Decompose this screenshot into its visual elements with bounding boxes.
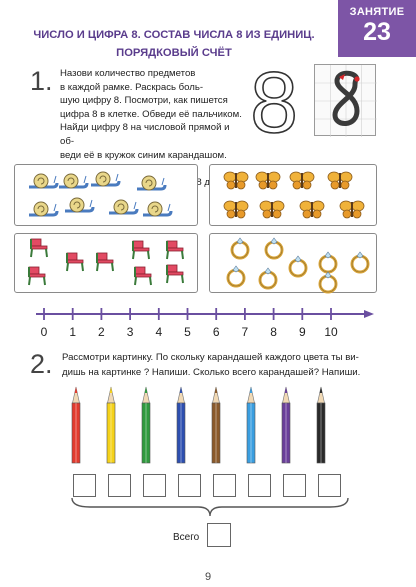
rings-picture [210, 234, 378, 294]
frame-butterflies [209, 164, 377, 226]
task-2-number: 2. [30, 349, 53, 379]
snail-icon [29, 174, 57, 188]
ring-icon [352, 252, 368, 272]
butterfly-icon [260, 201, 284, 218]
big-eight-coloring[interactable] [244, 62, 304, 140]
task-1-line: 8 [196, 176, 202, 188]
lesson-label: ЗАНЯТИЕ [349, 6, 405, 18]
task-2-line: дишь на картинке ? Напиши. Сколько всего карандашей? Напиши. [62, 366, 361, 378]
frame-chairs [14, 233, 198, 293]
butterflies-picture [210, 165, 378, 227]
number-line[interactable] [30, 300, 375, 345]
yellow-pencil-icon [107, 387, 115, 463]
black-pencil-icon [317, 387, 325, 463]
number-line-label: 2 [98, 325, 105, 339]
answer-box-black[interactable] [318, 474, 341, 497]
butterfly-icon [256, 172, 280, 189]
chair-icon [29, 267, 45, 285]
frame-rings [209, 233, 377, 293]
task-1-line: Назови количество предметов [60, 68, 196, 79]
task-1-line: цифра 8 в клетке. Обведи её пальчиком. [60, 108, 242, 120]
snail-icon [91, 172, 119, 186]
brown-pencil-icon [212, 387, 220, 463]
task-2-text [62, 351, 382, 380]
butterfly-icon [290, 172, 314, 189]
page-title [14, 26, 334, 62]
snails-picture [15, 165, 199, 227]
title-line-2: ПОРЯДКОВЫЙ СЧЁТ [116, 47, 232, 59]
trace-eight-box[interactable] [314, 64, 376, 136]
chairs-picture [15, 234, 199, 294]
chair-icon [97, 253, 113, 271]
task-1-line: Найди цифру 8 на числовой прямой и об- [60, 122, 230, 147]
butterfly-icon [224, 201, 248, 218]
snail-icon [65, 198, 93, 212]
ring-icon [228, 266, 244, 286]
butterfly-icon [224, 172, 248, 189]
snail-icon [137, 176, 165, 190]
blue-pencil-icon [177, 387, 185, 463]
ring-icon [290, 256, 306, 276]
red-pencil-icon [72, 387, 80, 463]
answer-box-lightblue[interactable] [248, 474, 271, 497]
number-line-label: 7 [241, 325, 249, 339]
violet-pencil-icon [282, 387, 290, 463]
pencils-picture [60, 385, 350, 467]
task-2-line: Рассмотри картинку. По скольку карандашей каждого цвета ты ви- [62, 352, 359, 363]
ring-icon [320, 272, 336, 292]
snail-icon [143, 202, 171, 216]
task-1-number: 1. [30, 66, 53, 96]
number-line-label: 4 [155, 325, 163, 339]
butterfly-icon [328, 172, 352, 189]
snail-icon [109, 200, 137, 214]
number-line-label: 9 [298, 325, 306, 339]
number-line-label: 10 [324, 325, 338, 339]
title-line-1: ЧИСЛО И ЦИФРА 8. СОСТАВ ЧИСЛА 8 ИЗ ЕДИНИЦ. [33, 29, 315, 41]
answer-box-brown[interactable] [213, 474, 236, 497]
lesson-number: 23 [363, 18, 391, 46]
frame-snails [14, 164, 198, 226]
chair-icon [167, 241, 183, 259]
answer-box-blue[interactable] [178, 474, 201, 497]
answer-box-total[interactable] [207, 523, 231, 547]
answer-box-red[interactable] [73, 474, 96, 497]
ring-icon [260, 268, 276, 288]
number-line-label: 6 [212, 325, 220, 339]
number-line-label: 1 [69, 325, 77, 339]
answer-box-violet[interactable] [283, 474, 306, 497]
task-1-line: веди её в кружок синим карандашом. [60, 149, 227, 161]
task-1-line: шую цифру 8. Посмотри, как пишется [60, 95, 228, 107]
trace-start-dot [354, 76, 359, 81]
number-line-label: 8 [270, 325, 277, 339]
chair-icon [135, 267, 151, 285]
big-eight-digit: 8 [250, 62, 298, 140]
butterfly-icon [340, 201, 364, 218]
chair-icon [67, 253, 83, 271]
number-line-label: 3 [126, 325, 134, 339]
snail-icon [29, 202, 57, 216]
number-line-label: 5 [184, 325, 191, 339]
snail-icon [59, 174, 87, 188]
green-pencil-icon [142, 387, 150, 463]
lightblue-pencil-icon [247, 387, 255, 463]
chair-icon [133, 241, 149, 259]
ring-icon [232, 238, 248, 258]
ring-icon [320, 252, 336, 272]
answer-box-yellow[interactable] [108, 474, 131, 497]
number-line-arrow-icon [364, 310, 374, 318]
ring-icon [266, 238, 282, 258]
lesson-badge [338, 0, 416, 57]
page-number: 9 [204, 571, 212, 583]
number-line-label: 0 [40, 325, 48, 339]
total-label: Всего [173, 532, 200, 543]
answer-box-green[interactable] [143, 474, 166, 497]
chair-icon [167, 265, 183, 283]
chair-icon [31, 239, 47, 257]
brace-icon [70, 496, 350, 518]
trace-grid [315, 65, 377, 137]
butterfly-icon [300, 201, 324, 218]
task-1-line: в каждой рамке. Раскрась боль- [60, 81, 204, 93]
